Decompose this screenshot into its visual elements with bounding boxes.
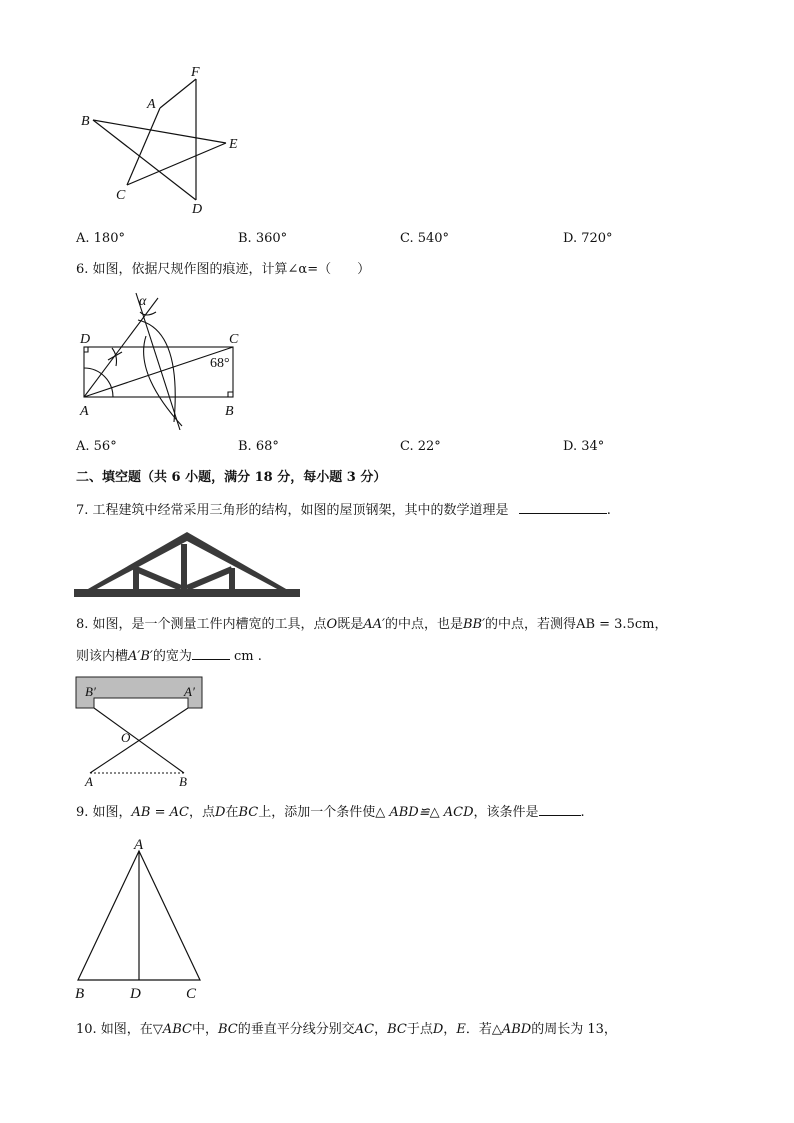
section-title: 二、填空题（共 6 小题，满分 18 分，每小题 3 分） [76,470,387,485]
rod-AprimeA [90,708,188,773]
right-angle-D [84,347,88,352]
figure-measuring-tool [72,674,208,790]
q6-option-d: D. 34° [563,439,605,454]
q8-text-e: ， [654,617,668,632]
q10-triangle: ▽ABC [152,1022,192,1037]
label-E: E [229,137,238,152]
q10-comma-2: ， [443,1022,457,1037]
q10-segment-AC: AC [354,1022,375,1037]
figure-roof-truss [74,532,300,600]
q8-segment-AA: AA′ [363,617,385,632]
label-68-degrees: 68° [210,356,230,371]
label-D: D [192,202,203,217]
label-O: O [121,730,131,745]
diagonal-AC [84,347,233,397]
figure-star-q5 [70,60,260,220]
q8-unit: cm [234,649,254,664]
q10-stem [76,1021,617,1039]
q7-answer-blank[interactable] [519,501,607,514]
q10-text-e: ．若 [465,1022,492,1037]
label-A: A [134,837,144,853]
q7-end: . [606,503,611,518]
label-Bprime: B′ [85,684,96,699]
q5-option-d: D. 720° [563,231,613,246]
label-C: C [186,986,197,1002]
label-B: B [75,986,85,1002]
q10-text-c: 的垂直平分线分别交 [237,1022,355,1037]
q6-option-c: C. 22° [400,439,441,454]
q6-stem: 6. 如图，依据尺规作图的痕迹，计算∠α=（ ） [76,262,371,277]
q7-text: 7. 工程建筑中经常采用三角形的结构，如图的屋顶钢架，其中的数学道理是 [76,503,509,518]
q9-text-e: ，该条件是 [473,805,539,820]
q10-point-D: D [432,1022,444,1037]
q8-text-g: 的宽为 [152,649,192,664]
q9-stem [76,803,585,822]
q10-segment-BC-2: BC [387,1022,407,1037]
label-A: A [147,97,156,112]
q10-text-b: 中， [191,1022,218,1037]
truss-bottom-chord [74,589,300,597]
q5-option-b: B. 360° [238,231,288,246]
q8-point-O: O [326,617,338,632]
label-A: A [80,404,89,419]
q8-equation: AB = 3.5cm [576,617,655,632]
label-D: D [80,332,91,347]
figure-isosceles-triangle [66,833,216,1005]
q9-congruence: △ ABD≌△ ACD [375,805,474,820]
q8-end: . [257,649,262,664]
label-C: C [116,188,126,203]
right-angle-B [228,392,233,397]
q10-triangle-ABD: △ABD [491,1022,532,1037]
q8-text-b: 既是 [337,617,364,632]
label-A: A [85,774,93,789]
q8-line1 [76,616,667,634]
q9-end: . [580,805,585,820]
label-F: F [191,65,200,80]
label-Aprime: A′ [184,684,195,699]
q10-segment-BC: BC [217,1022,238,1037]
segment-BD [93,120,196,200]
label-C: C [229,332,239,347]
q9-answer-blank[interactable] [539,803,581,816]
perp-arc-left [144,336,182,426]
q10-text-d: 于点 [406,1022,433,1037]
segment-BE [93,120,226,143]
q9-text-a: 9. 如图， [76,805,132,820]
q6-option-b: B. 68° [238,439,279,454]
q8-segment-A1B1: A′B′ [128,649,153,664]
q8-text-c: 的中点，也是 [384,617,463,632]
label-B: B [81,114,90,129]
q6-option-a: A. 56° [76,439,117,454]
label-B: B [179,774,187,789]
label-alpha: α [139,294,147,309]
q5-option-a: A. 180° [76,231,125,246]
q8-text-a: 8. 如图，是一个测量工件内槽宽的工具，点 [76,617,327,632]
q8-text-f: 则该内槽 [76,649,129,664]
q9-point-D: D [215,805,226,820]
q10-text-f: 的周长为 13， [531,1022,617,1037]
q5-option-c: C. 540° [400,231,450,246]
label-D: D [130,986,141,1002]
perp-arc-right [138,320,175,422]
q9-equation: AB = AC [131,805,189,820]
q9-text-d: 上，添加一个条件使 [258,805,376,820]
q8-segment-BB: BB′ [462,617,486,632]
label-B: B [225,404,234,419]
q9-segment-BC: BC [238,805,259,820]
q8-text-d: 的中点，若测得 [485,617,577,632]
figure-rectangle-q6 [70,288,260,430]
q8-answer-blank[interactable] [192,647,230,660]
q9-text-b: ，点 [188,805,215,820]
q7-stem [76,501,611,520]
segment-AF [160,79,196,108]
q10-text-a: 10. 如图，在 [76,1022,153,1037]
q9-text-c: 在 [225,805,239,820]
q8-line2 [76,647,262,666]
q10-comma: ， [374,1022,388,1037]
q10-point-E: E [456,1022,466,1037]
